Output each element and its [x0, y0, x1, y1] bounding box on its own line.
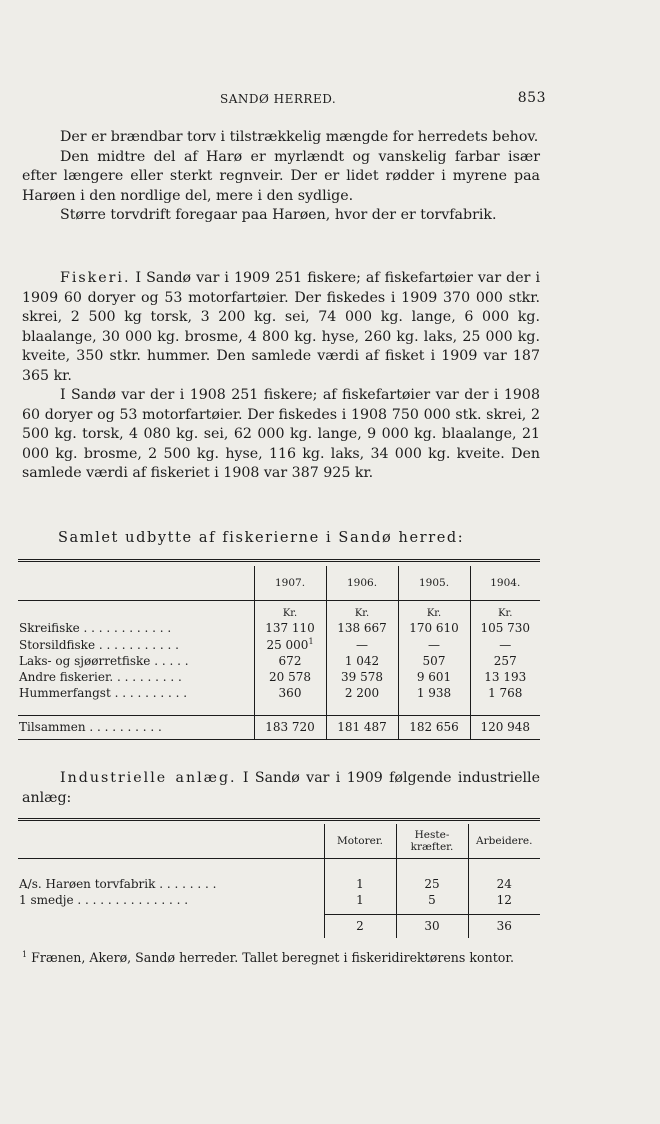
table-caption: Samlet udbytte af fiskerierne i Sandø herred:: [58, 530, 465, 546]
cell: —: [470, 636, 540, 653]
paragraph: Større torvdrift foregaar paa Harøen, hvor der er torvfabrik.: [60, 207, 497, 223]
cell: 1 042: [326, 653, 398, 669]
cell: 1 938: [398, 685, 470, 701]
page-number: 853: [517, 90, 546, 106]
column-header: 1907.: [254, 566, 326, 600]
row-label: Laks- og sjøørretfiske . . . . .: [19, 654, 189, 668]
row-label: A/s. Harøen torvfabrik . . . . . . . .: [19, 877, 217, 891]
table-row: [18, 653, 540, 669]
cell: 257: [470, 653, 540, 669]
footnote: [22, 946, 540, 966]
cell: 181 487: [326, 715, 398, 739]
cell: 9 601: [398, 669, 470, 685]
row-label: Skreifiske . . . . . . . . . . . .: [19, 621, 172, 635]
footnote-mark: 1: [22, 950, 28, 959]
industri-section: [22, 769, 540, 808]
footnote-text: Frænen, Akerø, Sandø herreder. Tallet beregnet i fiskeridirektørens kontor.: [31, 950, 514, 966]
cell: 13 193: [470, 669, 540, 685]
industry-table: [18, 824, 540, 938]
cell: 360: [254, 685, 326, 701]
cell: 672: [254, 653, 326, 669]
cell: 182 656: [398, 715, 470, 739]
column-header: 1906.: [326, 566, 398, 600]
unit-label: Kr.: [326, 600, 398, 620]
cell: 24: [468, 876, 540, 892]
cell: 138 667: [326, 620, 398, 636]
cell: —: [326, 636, 398, 653]
cell: 105 730: [470, 620, 540, 636]
cell: 183 720: [254, 715, 326, 739]
table-row: [18, 892, 540, 908]
table-rule: [18, 818, 540, 821]
cell: 120 948: [470, 715, 540, 739]
row-label: Hummerfangst . . . . . . . . . .: [19, 686, 188, 700]
row-label: Tilsammen . . . . . . . . . .: [18, 715, 254, 739]
cell: 25 $000^1$: [254, 636, 326, 653]
table-row: [18, 685, 540, 701]
paragraph: I Sandø var i 1909 251 fiskere; af fiskefartøier var der i 1909 60 doryer og 53 motorfartøier. Der fiskedes i 1909 370 000 stkr. skrei, 2 500 kg torsk, 3 200 kg. sei, 74 000 kg. lange, 6 000 kg. blaalange, 30 000 kg. brosme, 4 800 kg. hyse, 260 kg. laks, 25 000 kg. kveite, 350 stkr. hummer. Den samlede værdi af fisket i 1909 var 187 365 kr.: [22, 270, 540, 384]
cell: 25: [396, 876, 468, 892]
cell: 1: [324, 892, 396, 908]
intro-text: [22, 128, 540, 226]
total-row: [18, 914, 540, 938]
footnote-mark: 1: [308, 637, 314, 646]
cell: 137 110: [254, 620, 326, 636]
row-label: 1 smedje . . . . . . . . . . . . . . .: [19, 893, 189, 907]
cell: 170 610: [398, 620, 470, 636]
table-row: [18, 876, 540, 892]
table-row: [18, 636, 540, 653]
paragraph: I Sandø var der i 1908 251 fiskere; af fiskefartøier var der i 1908 60 doryer og 53 motorfartøier. Der fiskedes i 1908 750 000 stk. skrei, 2 500 kg. torsk, 4 080 kg. sei, 62 000 kg. lange, 9 000 kg. blaalange, 21 000 kg. brosme, 2 500 kg. hyse, 116 kg. laks, 34 000 kg. kveite. Den samlede værdi af fiskeriet i 1908 var 387 925 kr.: [22, 387, 540, 481]
section-heading: Fiskeri.: [60, 270, 131, 286]
column-header: Heste- kræfter.: [396, 824, 468, 858]
section-heading: Industrielle anlæg.: [60, 770, 237, 786]
cell: 507: [398, 653, 470, 669]
unit-label: Kr.: [398, 600, 470, 620]
table-row: [18, 669, 540, 685]
cell: 2 200: [326, 685, 398, 701]
unit-label: Kr.: [470, 600, 540, 620]
table-row: [18, 620, 540, 636]
table-rule: [18, 559, 540, 562]
cell: 20 578: [254, 669, 326, 685]
cell: 5: [396, 892, 468, 908]
cell: 1: [324, 876, 396, 892]
paragraph: Der er brændbar torv i tilstrækkelig mængde for herredets behov.: [60, 129, 539, 145]
column-header: Motorer.: [324, 824, 396, 858]
total-row: [18, 715, 540, 739]
unit-label: Kr.: [254, 600, 326, 620]
cell: 12: [468, 892, 540, 908]
cell: 30: [396, 914, 468, 938]
row-label: Storsildfiske . . . . . . . . . . .: [19, 637, 179, 652]
column-header: Arbeidere.: [468, 824, 540, 858]
paragraph: I Sandø var i 1909 følgende industrielle anlæg:: [22, 770, 540, 806]
cell: 1 768: [470, 685, 540, 701]
cell: 39 578: [326, 669, 398, 685]
cell: 2: [324, 914, 396, 938]
header-title: SANDØ HERRED.: [220, 92, 337, 106]
cell: 36: [468, 914, 540, 938]
cell: —: [398, 636, 470, 653]
paragraph: Den midtre del af Harø er myrlændt og vanskelig farbar især efter længere eller sterkt regnveir. Der er lidet rødder i myrene paa Harøen i den nordlige del, mere i den sydlige.: [22, 148, 540, 204]
column-header: 1904.: [470, 566, 540, 600]
fish-table: [18, 566, 540, 740]
row-label: Andre fiskerier. . . . . . . . . .: [19, 670, 182, 684]
fiskeri-section: [22, 269, 540, 484]
column-header: 1905.: [398, 566, 470, 600]
